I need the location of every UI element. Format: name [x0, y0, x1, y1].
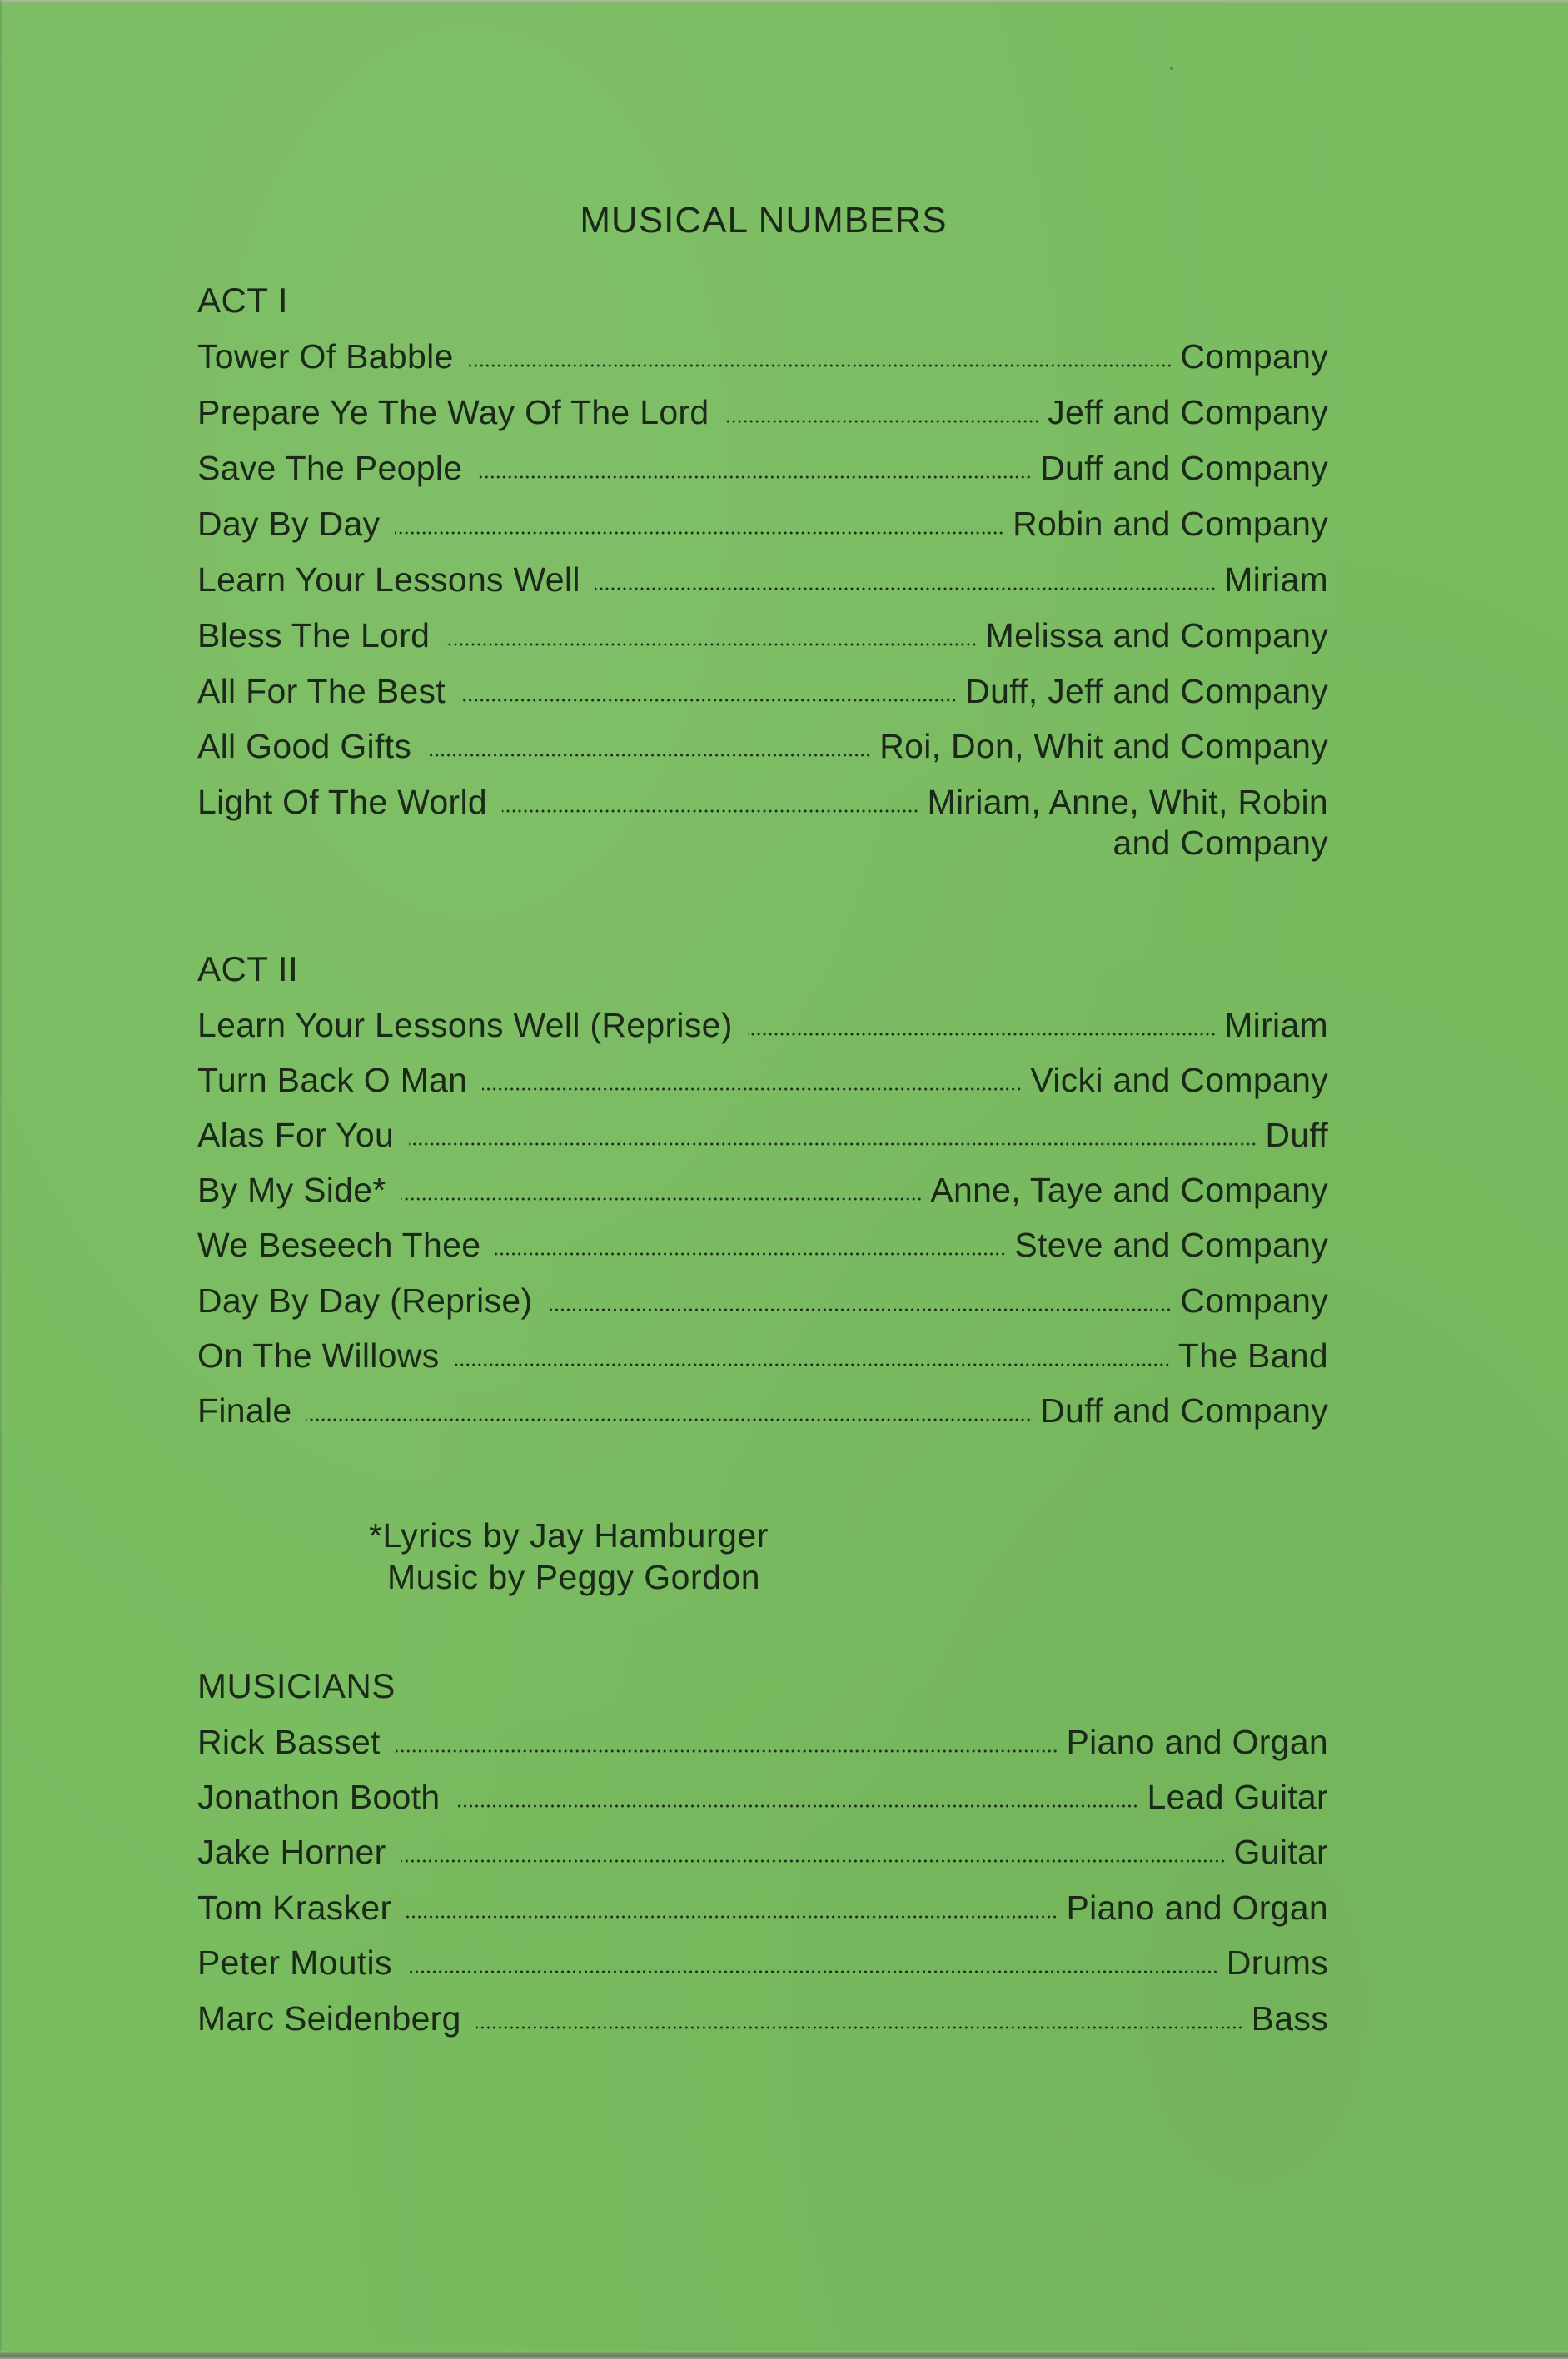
musician-name: Tom Krasker	[197, 1889, 392, 1927]
musician-name: Jake Horner	[197, 1833, 386, 1871]
musician-row	[197, 1997, 1328, 2038]
dot-leader	[407, 1970, 1218, 1973]
dot-leader	[502, 809, 919, 813]
musician-name: Jonathon Booth	[197, 1778, 441, 1816]
act-2-number	[197, 1003, 1328, 1045]
song-title: On The Willows	[197, 1336, 440, 1375]
musician-name: Rick Basset	[197, 1723, 381, 1761]
page-top-edge	[0, 0, 1568, 4]
dot-leader	[306, 1418, 1032, 1421]
page-left-edge	[0, 0, 3, 2359]
act-2-number	[197, 1058, 1328, 1100]
act-2-heading: ACT II	[197, 949, 299, 988]
song-performers: Miriam	[1224, 560, 1328, 599]
act-1-number	[197, 780, 1328, 822]
song-title: Tower Of Babble	[197, 337, 454, 376]
dot-leader	[455, 1804, 1138, 1808]
act-1-number	[197, 558, 1328, 600]
act-2-number	[197, 1113, 1328, 1155]
musician-instrument: Piano and Organ	[1066, 1723, 1328, 1761]
song-performers: Steve and Company	[1014, 1226, 1328, 1264]
musician-instrument: Drums	[1226, 1943, 1328, 1982]
song-title: Day By Day	[197, 505, 381, 543]
act-1-number	[197, 446, 1328, 488]
song-performers: Company	[1180, 337, 1328, 376]
musician-row	[197, 1775, 1328, 1817]
song-title: All Good Gifts	[197, 727, 412, 765]
act-2-number	[197, 1334, 1328, 1376]
dot-leader	[395, 531, 1004, 535]
footnote-music-credit: Music by Peggy Gordon	[387, 1558, 761, 1596]
dot-leader	[476, 2026, 1243, 2029]
page-bottom-edge	[0, 2351, 1568, 2359]
musicians-heading: MUSICIANS	[197, 1666, 396, 1705]
musician-instrument: Bass	[1251, 1999, 1328, 2038]
musician-instrument: Guitar	[1233, 1833, 1328, 1871]
song-performers: Duff, Jeff and Company	[965, 672, 1328, 710]
dot-leader	[595, 587, 1216, 590]
song-title: Learn Your Lessons Well (Reprise)	[197, 1006, 733, 1044]
dot-leader	[495, 1252, 1006, 1256]
song-performers: Roi, Don, Whit and Company	[879, 727, 1328, 765]
act-1-heading: ACT I	[197, 281, 289, 320]
dot-leader	[482, 1087, 1022, 1091]
song-performers: Vicki and Company	[1030, 1061, 1328, 1099]
page-title: MUSICAL NUMBERS	[580, 200, 948, 241]
song-performers: Jeff and Company	[1048, 393, 1328, 431]
song-performers: Duff	[1265, 1116, 1328, 1154]
dot-leader	[401, 1197, 923, 1201]
act-1-number	[197, 502, 1328, 544]
dot-leader	[396, 1749, 1058, 1753]
musician-row	[197, 1886, 1328, 1928]
act-1-number	[197, 669, 1328, 711]
song-performers: Duff and Company	[1040, 1391, 1328, 1430]
song-title: Learn Your Lessons Well	[197, 560, 580, 599]
musician-instrument: Lead Guitar	[1147, 1778, 1328, 1816]
footnote-lyrics-credit: *Lyrics by Jay Hamburger	[369, 1516, 769, 1555]
musician-row	[197, 1830, 1328, 1872]
song-title: All For The Best	[197, 672, 446, 710]
musician-name: Peter Moutis	[197, 1943, 392, 1982]
song-performers: The Band	[1177, 1336, 1328, 1375]
paper-speck	[1170, 67, 1173, 70]
dot-leader	[401, 1859, 1226, 1863]
dot-leader	[426, 754, 871, 757]
dot-leader	[445, 643, 977, 646]
song-title: Save The People	[197, 449, 463, 487]
song-title: We Beseech Thee	[197, 1226, 481, 1264]
song-title: Bless The Lord	[197, 616, 431, 654]
dot-leader	[477, 475, 1032, 479]
song-performers: Anne, Taye and Company	[930, 1171, 1328, 1209]
song-performers: Miriam, Anne, Whit, Robin	[927, 783, 1328, 821]
dot-leader	[469, 364, 1172, 367]
dot-leader	[406, 1915, 1058, 1919]
song-performers-continued: and Company	[1113, 824, 1328, 862]
song-performers: Melissa and Company	[985, 616, 1328, 654]
act-1-number	[197, 391, 1328, 432]
dot-leader	[460, 699, 957, 702]
song-performers: Miriam	[1224, 1006, 1328, 1044]
musician-instrument: Piano and Organ	[1066, 1889, 1328, 1927]
act-1-number	[197, 614, 1328, 655]
act-2-number	[197, 1223, 1328, 1265]
dot-leader	[455, 1363, 1170, 1366]
dot-leader	[724, 420, 1040, 423]
musician-row	[197, 1720, 1328, 1762]
song-title: Day By Day (Reprise)	[197, 1282, 533, 1320]
song-title: Finale	[197, 1391, 292, 1430]
act-2-number	[197, 1168, 1328, 1210]
song-title: Light Of The World	[197, 783, 487, 821]
act-1-number	[197, 335, 1328, 376]
song-title: Prepare Ye The Way Of The Lord	[197, 393, 709, 431]
act-1-number	[197, 724, 1328, 766]
song-title: Alas For You	[197, 1116, 395, 1154]
musician-row	[197, 1941, 1328, 1983]
song-title: Turn Back O Man	[197, 1061, 468, 1099]
song-performers: Robin and Company	[1013, 505, 1328, 543]
dot-leader	[748, 1033, 1217, 1036]
act-2-number	[197, 1279, 1328, 1321]
song-performers: Duff and Company	[1040, 449, 1328, 487]
musician-name: Marc Seidenberg	[197, 1999, 461, 2038]
act-2-number	[197, 1389, 1328, 1431]
dot-leader	[409, 1142, 1257, 1146]
song-title: By My Side*	[197, 1171, 386, 1209]
dot-leader	[547, 1308, 1172, 1311]
song-performers: Company	[1180, 1282, 1328, 1320]
